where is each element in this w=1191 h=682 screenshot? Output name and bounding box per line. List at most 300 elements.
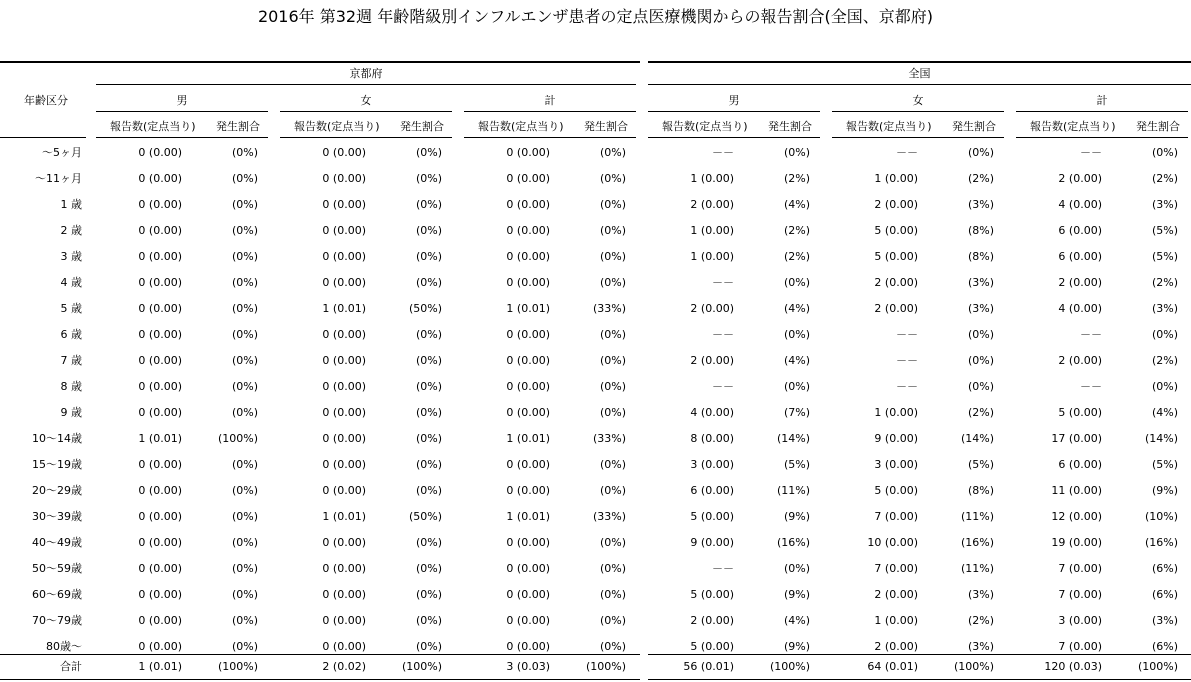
ratio-cell: (0%): [599, 640, 626, 653]
ratio-cell: (0%): [231, 458, 258, 471]
report-count-cell: 9 (0.00): [690, 536, 734, 549]
report-count-cell: 0 (0.00): [322, 640, 366, 653]
ratio-cell: (0%): [231, 406, 258, 419]
ratio-cell: (2%): [783, 250, 810, 263]
count-column-header: 報告数(定点当り): [294, 120, 380, 133]
age-label: 1 歳: [60, 198, 82, 211]
age-label: 8 歳: [60, 380, 82, 393]
report-count-cell: 0 (0.00): [506, 250, 550, 263]
ratio-cell: (0%): [967, 146, 994, 159]
ratio-cell: (4%): [783, 198, 810, 211]
total-count-cell: 3 (0.03): [506, 660, 550, 673]
ratio-cell: (0%): [599, 536, 626, 549]
ratio-cell: (0%): [783, 328, 810, 341]
ratio-cell: (16%): [960, 536, 994, 549]
ratio-cell: (0%): [231, 302, 258, 315]
ratio-column-header: 発生割合: [1136, 120, 1180, 133]
ratio-cell: (2%): [967, 614, 994, 627]
report-count-cell: 2 (0.00): [874, 198, 918, 211]
region-header-national: 全国: [908, 67, 931, 80]
ratio-cell: (9%): [783, 510, 810, 523]
age-label: ～5ヶ月: [42, 146, 82, 159]
total-count-cell: 2 (0.02): [322, 660, 366, 673]
ratio-cell: (6%): [1151, 588, 1178, 601]
ratio-cell: (0%): [415, 432, 442, 445]
ratio-cell: (3%): [1151, 302, 1178, 315]
report-count-cell: 0 (0.00): [322, 354, 366, 367]
ratio-cell: (11%): [776, 484, 810, 497]
ratio-cell: (0%): [783, 380, 810, 393]
report-count-cell: 0 (0.00): [138, 198, 182, 211]
ratio-cell: (4%): [783, 614, 810, 627]
ratio-cell: (100%): [217, 432, 258, 445]
ratio-cell: (0%): [415, 146, 442, 159]
ratio-cell: (0%): [231, 614, 258, 627]
report-count-cell: 0 (0.00): [506, 406, 550, 419]
report-count-cell: 5 (0.00): [690, 588, 734, 601]
ratio-cell: (3%): [1151, 614, 1178, 627]
age-label: ～11ヶ月: [35, 172, 82, 185]
ratio-cell: (0%): [231, 354, 258, 367]
ratio-cell: (14%): [960, 432, 994, 445]
ratio-cell: (6%): [1151, 640, 1178, 653]
report-count-cell: 1 (0.00): [874, 406, 918, 419]
report-count-cell: －－: [712, 328, 734, 341]
ratio-cell: (9%): [783, 640, 810, 653]
report-count-cell: 7 (0.00): [1058, 640, 1102, 653]
report-count-cell: －－: [1080, 380, 1102, 393]
ratio-cell: (0%): [415, 458, 442, 471]
report-count-cell: 5 (0.00): [1058, 406, 1102, 419]
gender-header: 計: [544, 94, 556, 107]
ratio-cell: (14%): [776, 432, 810, 445]
ratio-cell: (5%): [1151, 250, 1178, 263]
ratio-cell: (11%): [960, 510, 994, 523]
gender-underline: [464, 111, 636, 112]
report-count-cell: －－: [1080, 328, 1102, 341]
ratio-cell: (4%): [783, 354, 810, 367]
age-label: 40～49歳: [32, 536, 82, 549]
report-count-cell: 6 (0.00): [690, 484, 734, 497]
report-count-cell: 0 (0.00): [138, 172, 182, 185]
ratio-cell: (0%): [415, 406, 442, 419]
report-count-cell: 12 (0.00): [1051, 510, 1102, 523]
total-ratio-cell: (100%): [953, 660, 994, 673]
report-count-cell: 0 (0.00): [138, 302, 182, 315]
ratio-cell: (0%): [599, 458, 626, 471]
report-count-cell: 0 (0.00): [506, 562, 550, 575]
report-count-cell: 11 (0.00): [1051, 484, 1102, 497]
ratio-cell: (0%): [415, 588, 442, 601]
report-count-cell: 0 (0.00): [138, 224, 182, 237]
report-count-cell: 0 (0.00): [138, 510, 182, 523]
ratio-cell: (0%): [599, 146, 626, 159]
ratio-cell: (0%): [415, 354, 442, 367]
age-label: 15～19歳: [32, 458, 82, 471]
report-count-cell: 0 (0.00): [138, 380, 182, 393]
report-count-cell: 0 (0.00): [322, 536, 366, 549]
ratio-cell: (5%): [967, 458, 994, 471]
report-count-cell: －－: [712, 380, 734, 393]
ratio-column-header: 発生割合: [584, 120, 628, 133]
report-count-cell: 0 (0.00): [138, 146, 182, 159]
report-count-cell: 2 (0.00): [690, 198, 734, 211]
gender-header: 男: [728, 94, 740, 107]
ratio-cell: (0%): [599, 328, 626, 341]
gender-header: 計: [1096, 94, 1108, 107]
ratio-cell: (6%): [1151, 562, 1178, 575]
age-label: 10～14歳: [32, 432, 82, 445]
report-count-cell: 0 (0.00): [506, 614, 550, 627]
report-count-cell: 7 (0.00): [1058, 588, 1102, 601]
ratio-cell: (0%): [415, 328, 442, 341]
age-label: 6 歳: [60, 328, 82, 341]
report-count-cell: 6 (0.00): [1058, 250, 1102, 263]
report-count-cell: 1 (0.01): [322, 302, 366, 315]
ratio-cell: (0%): [231, 172, 258, 185]
ratio-cell: (0%): [599, 562, 626, 575]
ratio-cell: (0%): [415, 198, 442, 211]
bottom-rule-left: [0, 679, 640, 680]
report-count-cell: 4 (0.00): [690, 406, 734, 419]
ratio-cell: (0%): [783, 276, 810, 289]
ratio-cell: (0%): [967, 380, 994, 393]
report-count-cell: 5 (0.00): [690, 510, 734, 523]
ratio-cell: (33%): [592, 510, 626, 523]
report-count-cell: 0 (0.00): [138, 640, 182, 653]
gender-underline: [648, 111, 820, 112]
ratio-cell: (0%): [599, 588, 626, 601]
report-count-cell: 0 (0.00): [138, 588, 182, 601]
ratio-cell: (0%): [231, 276, 258, 289]
report-count-cell: 0 (0.00): [506, 484, 550, 497]
ratio-cell: (16%): [1144, 536, 1178, 549]
ratio-cell: (0%): [231, 250, 258, 263]
ratio-cell: (0%): [415, 250, 442, 263]
report-count-cell: 0 (0.00): [506, 354, 550, 367]
ratio-cell: (50%): [408, 302, 442, 315]
ratio-cell: (2%): [967, 172, 994, 185]
ratio-column-header: 発生割合: [768, 120, 812, 133]
report-count-cell: －－: [896, 146, 918, 159]
subheader-underline: [832, 137, 1004, 138]
ratio-cell: (0%): [415, 224, 442, 237]
subheader-underline: [1016, 137, 1188, 138]
report-count-cell: 5 (0.00): [874, 224, 918, 237]
total-ratio-cell: (100%): [769, 660, 810, 673]
age-label: 2 歳: [60, 224, 82, 237]
report-count-cell: 0 (0.00): [506, 536, 550, 549]
ratio-cell: (0%): [599, 224, 626, 237]
subheader-underline: [464, 137, 636, 138]
report-count-cell: 0 (0.00): [138, 484, 182, 497]
report-count-cell: 2 (0.00): [1058, 354, 1102, 367]
total-rule-left: [0, 654, 640, 655]
ratio-cell: (5%): [1151, 224, 1178, 237]
report-count-cell: 7 (0.00): [1058, 562, 1102, 575]
ratio-cell: (0%): [599, 276, 626, 289]
ratio-cell: (2%): [783, 172, 810, 185]
ratio-cell: (5%): [1151, 458, 1178, 471]
report-count-cell: 2 (0.00): [874, 640, 918, 653]
count-column-header: 報告数(定点当り): [478, 120, 564, 133]
age-label: 30～39歳: [32, 510, 82, 523]
report-count-cell: 0 (0.00): [322, 458, 366, 471]
count-column-header: 報告数(定点当り): [1030, 120, 1116, 133]
report-count-cell: 2 (0.00): [690, 614, 734, 627]
report-count-cell: 1 (0.00): [690, 224, 734, 237]
ratio-cell: (2%): [783, 224, 810, 237]
report-count-cell: 0 (0.00): [322, 328, 366, 341]
report-count-cell: 0 (0.00): [322, 146, 366, 159]
gender-header: 女: [360, 94, 372, 107]
report-count-cell: 0 (0.00): [322, 484, 366, 497]
ratio-cell: (4%): [1151, 406, 1178, 419]
age-header-underline: [0, 137, 86, 138]
age-label: 50～59歳: [32, 562, 82, 575]
ratio-cell: (4%): [783, 302, 810, 315]
report-count-cell: 0 (0.00): [138, 562, 182, 575]
ratio-cell: (0%): [967, 354, 994, 367]
age-label: 70～79歳: [32, 614, 82, 627]
ratio-cell: (0%): [599, 250, 626, 263]
ratio-cell: (3%): [967, 198, 994, 211]
report-count-cell: －－: [896, 328, 918, 341]
subheader-underline: [96, 137, 268, 138]
report-count-cell: 6 (0.00): [1058, 224, 1102, 237]
ratio-cell: (0%): [231, 640, 258, 653]
ratio-cell: (0%): [599, 406, 626, 419]
report-count-cell: 2 (0.00): [690, 302, 734, 315]
total-ratio-cell: (100%): [585, 660, 626, 673]
report-count-cell: 5 (0.00): [690, 640, 734, 653]
report-count-cell: 4 (0.00): [1058, 198, 1102, 211]
age-label: 20～29歳: [32, 484, 82, 497]
ratio-cell: (0%): [415, 640, 442, 653]
ratio-cell: (2%): [1151, 354, 1178, 367]
total-rule-right: [648, 654, 1191, 655]
report-count-cell: 5 (0.00): [874, 484, 918, 497]
report-count-cell: 17 (0.00): [1051, 432, 1102, 445]
ratio-cell: (0%): [415, 536, 442, 549]
subheader-underline: [280, 137, 452, 138]
report-count-cell: 1 (0.01): [138, 432, 182, 445]
report-count-cell: 0 (0.00): [322, 588, 366, 601]
ratio-cell: (2%): [967, 406, 994, 419]
ratio-cell: (0%): [599, 172, 626, 185]
ratio-cell: (0%): [231, 224, 258, 237]
ratio-cell: (9%): [1151, 484, 1178, 497]
ratio-cell: (8%): [967, 484, 994, 497]
report-count-cell: 1 (0.01): [506, 432, 550, 445]
subheader-underline: [648, 137, 820, 138]
report-count-cell: 1 (0.00): [874, 614, 918, 627]
report-count-cell: 0 (0.00): [138, 276, 182, 289]
gender-underline: [832, 111, 1004, 112]
age-label: 3 歳: [60, 250, 82, 263]
report-count-cell: 1 (0.00): [690, 250, 734, 263]
top-rule-right: [648, 61, 1191, 63]
report-count-cell: 1 (0.01): [506, 510, 550, 523]
ratio-cell: (2%): [1151, 276, 1178, 289]
report-count-cell: 0 (0.00): [322, 250, 366, 263]
age-label: 60～69歳: [32, 588, 82, 601]
total-count-cell: 64 (0.01): [867, 660, 918, 673]
gender-underline: [1016, 111, 1188, 112]
report-count-cell: 0 (0.00): [506, 172, 550, 185]
ratio-cell: (0%): [415, 172, 442, 185]
gender-header: 女: [912, 94, 924, 107]
age-label: 4 歳: [60, 276, 82, 289]
report-count-cell: 2 (0.00): [874, 588, 918, 601]
ratio-cell: (0%): [231, 510, 258, 523]
report-count-cell: 7 (0.00): [874, 562, 918, 575]
region-underline-national: [648, 84, 1191, 85]
age-label: 7 歳: [60, 354, 82, 367]
report-count-cell: 0 (0.00): [506, 328, 550, 341]
report-count-cell: 0 (0.00): [506, 458, 550, 471]
region-underline-kyoto: [96, 84, 636, 85]
ratio-cell: (0%): [231, 198, 258, 211]
report-count-cell: 3 (0.00): [1058, 614, 1102, 627]
report-count-cell: 8 (0.00): [690, 432, 734, 445]
ratio-cell: (0%): [231, 536, 258, 549]
ratio-column-header: 発生割合: [952, 120, 996, 133]
ratio-cell: (33%): [592, 432, 626, 445]
report-count-cell: －－: [712, 276, 734, 289]
total-count-cell: 120 (0.03): [1044, 660, 1102, 673]
bottom-rule-right: [648, 679, 1191, 680]
ratio-cell: (8%): [967, 250, 994, 263]
ratio-cell: (0%): [415, 484, 442, 497]
ratio-cell: (50%): [408, 510, 442, 523]
report-count-cell: 2 (0.00): [690, 354, 734, 367]
region-header-kyoto: 京都府: [349, 67, 383, 80]
ratio-cell: (0%): [599, 380, 626, 393]
count-column-header: 報告数(定点当り): [110, 120, 196, 133]
report-count-cell: 0 (0.00): [322, 614, 366, 627]
age-label: 5 歳: [60, 302, 82, 315]
ratio-cell: (16%): [776, 536, 810, 549]
report-count-cell: 0 (0.00): [138, 354, 182, 367]
report-count-cell: 0 (0.00): [506, 640, 550, 653]
ratio-cell: (0%): [599, 614, 626, 627]
ratio-cell: (0%): [599, 354, 626, 367]
ratio-cell: (8%): [967, 224, 994, 237]
ratio-cell: (0%): [599, 198, 626, 211]
report-count-cell: 2 (0.00): [1058, 172, 1102, 185]
ratio-cell: (33%): [592, 302, 626, 315]
report-count-cell: －－: [712, 146, 734, 159]
ratio-cell: (0%): [231, 380, 258, 393]
ratio-cell: (0%): [783, 562, 810, 575]
gender-header: 男: [176, 94, 188, 107]
ratio-cell: (3%): [967, 588, 994, 601]
ratio-cell: (5%): [783, 458, 810, 471]
ratio-cell: (0%): [1151, 328, 1178, 341]
ratio-cell: (0%): [231, 328, 258, 341]
ratio-cell: (2%): [1151, 172, 1178, 185]
report-count-cell: 0 (0.00): [506, 198, 550, 211]
report-count-cell: －－: [712, 562, 734, 575]
report-count-cell: 9 (0.00): [874, 432, 918, 445]
report-count-cell: 1 (0.00): [874, 172, 918, 185]
report-count-cell: 0 (0.00): [322, 198, 366, 211]
report-count-cell: 6 (0.00): [1058, 458, 1102, 471]
ratio-cell: (7%): [783, 406, 810, 419]
report-count-cell: 0 (0.00): [506, 588, 550, 601]
ratio-column-header: 発生割合: [216, 120, 260, 133]
ratio-column-header: 発生割合: [400, 120, 444, 133]
report-count-cell: 0 (0.00): [322, 380, 366, 393]
report-count-cell: 0 (0.00): [506, 146, 550, 159]
ratio-cell: (0%): [231, 588, 258, 601]
report-count-cell: 0 (0.00): [322, 172, 366, 185]
report-count-cell: 1 (0.01): [322, 510, 366, 523]
report-count-cell: 1 (0.01): [506, 302, 550, 315]
ratio-cell: (0%): [231, 484, 258, 497]
report-count-cell: 0 (0.00): [322, 562, 366, 575]
report-count-cell: 1 (0.00): [690, 172, 734, 185]
ratio-cell: (9%): [783, 588, 810, 601]
report-count-cell: 0 (0.00): [138, 536, 182, 549]
report-count-cell: 0 (0.00): [138, 328, 182, 341]
ratio-cell: (3%): [967, 276, 994, 289]
report-count-cell: 0 (0.00): [138, 250, 182, 263]
report-count-cell: 0 (0.00): [138, 458, 182, 471]
total-ratio-cell: (100%): [1137, 660, 1178, 673]
ratio-cell: (0%): [415, 614, 442, 627]
total-count-cell: 56 (0.01): [683, 660, 734, 673]
ratio-cell: (3%): [967, 640, 994, 653]
report-count-cell: －－: [896, 354, 918, 367]
ratio-cell: (0%): [415, 562, 442, 575]
ratio-cell: (10%): [1144, 510, 1178, 523]
report-count-cell: 3 (0.00): [874, 458, 918, 471]
report-count-cell: －－: [1080, 146, 1102, 159]
total-count-cell: 1 (0.01): [138, 660, 182, 673]
report-count-cell: 7 (0.00): [874, 510, 918, 523]
report-count-cell: 0 (0.00): [506, 380, 550, 393]
age-label: 80歳～: [46, 640, 82, 653]
report-count-cell: 0 (0.00): [322, 224, 366, 237]
ratio-cell: (0%): [1151, 380, 1178, 393]
report-count-cell: 0 (0.00): [138, 614, 182, 627]
count-column-header: 報告数(定点当り): [846, 120, 932, 133]
report-count-cell: 2 (0.00): [1058, 276, 1102, 289]
report-count-cell: 3 (0.00): [690, 458, 734, 471]
age-label: 9 歳: [60, 406, 82, 419]
report-count-cell: －－: [896, 380, 918, 393]
report-count-cell: 4 (0.00): [1058, 302, 1102, 315]
ratio-cell: (0%): [415, 380, 442, 393]
report-count-cell: 0 (0.00): [322, 276, 366, 289]
gender-underline: [280, 111, 452, 112]
total-ratio-cell: (100%): [401, 660, 442, 673]
count-column-header: 報告数(定点当り): [662, 120, 748, 133]
ratio-cell: (0%): [967, 328, 994, 341]
ratio-cell: (3%): [967, 302, 994, 315]
ratio-cell: (0%): [231, 562, 258, 575]
report-count-cell: 0 (0.00): [506, 224, 550, 237]
report-count-cell: 19 (0.00): [1051, 536, 1102, 549]
ratio-cell: (0%): [415, 276, 442, 289]
report-title: 2016年 第32週 年齢階級別インフルエンザ患者の定点医療機関からの報告割合(全国、京都府): [257, 7, 934, 26]
ratio-cell: (3%): [1151, 198, 1178, 211]
gender-underline: [96, 111, 268, 112]
ratio-cell: (11%): [960, 562, 994, 575]
report-count-cell: 0 (0.00): [138, 406, 182, 419]
